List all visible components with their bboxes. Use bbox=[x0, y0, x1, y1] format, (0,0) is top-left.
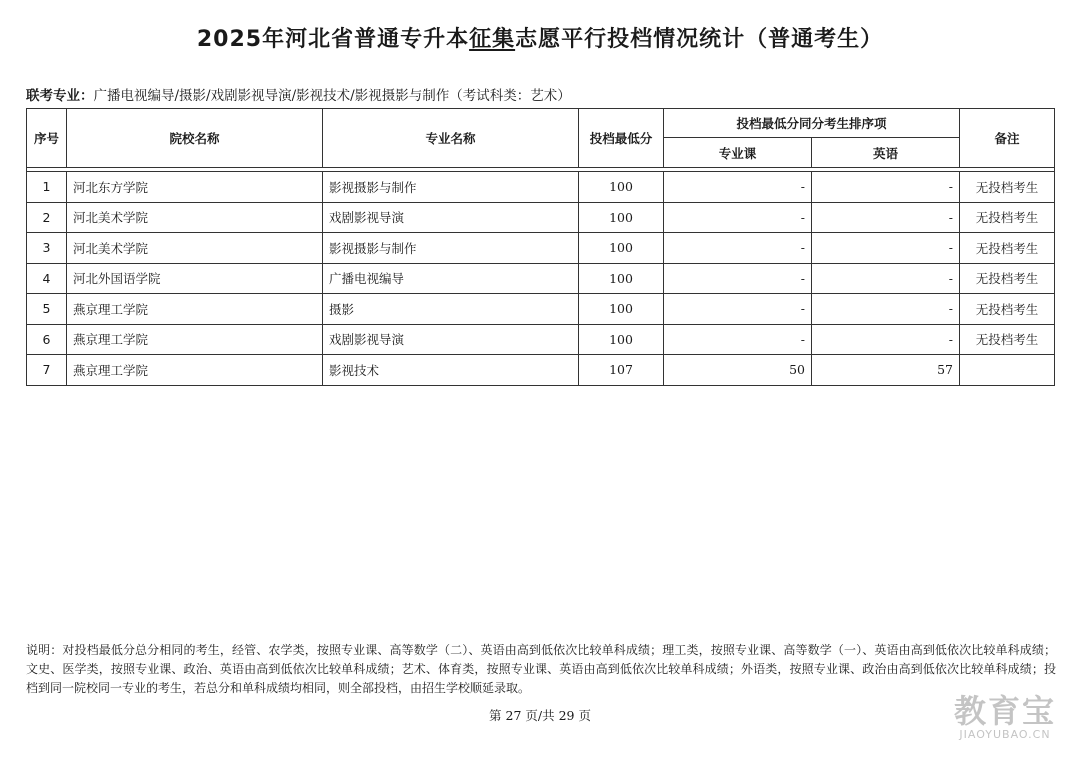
watermark-url: JIAOYUBAO.CN bbox=[959, 728, 1051, 741]
cell-major-course: 50 bbox=[664, 355, 812, 386]
cell-school: 河北东方学院 bbox=[67, 172, 323, 203]
cell-major: 戏剧影视导演 bbox=[323, 324, 579, 355]
subject-value: 广播电视编导/摄影/戏剧影视导演/影视技术/影视摄影与制作（考试科类：艺术） bbox=[93, 88, 571, 104]
cell-english: - bbox=[812, 233, 960, 264]
table-row bbox=[27, 324, 1055, 355]
title-part-1: 2025年河北省普通专升本 bbox=[196, 27, 470, 52]
cell-english: - bbox=[812, 294, 960, 325]
cell-remark: 无投档考生 bbox=[960, 202, 1055, 233]
cell-remark: 无投档考生 bbox=[960, 172, 1055, 203]
cell-min-score: 100 bbox=[579, 294, 664, 325]
cell-school: 河北美术学院 bbox=[67, 202, 323, 233]
cell-english: 57 bbox=[812, 355, 960, 386]
header-english: 英语 bbox=[812, 138, 960, 168]
cell-major-course: - bbox=[664, 324, 812, 355]
cell-seq: 7 bbox=[27, 355, 67, 386]
cell-school: 河北外国语学院 bbox=[67, 263, 323, 294]
table-row bbox=[27, 263, 1055, 294]
cell-seq: 4 bbox=[27, 263, 67, 294]
cell-remark: 无投档考生 bbox=[960, 324, 1055, 355]
cell-seq: 1 bbox=[27, 172, 67, 203]
cell-min-score: 100 bbox=[579, 233, 664, 264]
cell-english: - bbox=[812, 324, 960, 355]
cell-school: 燕京理工学院 bbox=[67, 355, 323, 386]
cell-remark bbox=[960, 355, 1055, 386]
subject-label: 联考专业： bbox=[26, 88, 94, 104]
cell-min-score: 100 bbox=[579, 202, 664, 233]
page-title bbox=[0, 22, 1080, 53]
cell-major-course: - bbox=[664, 172, 812, 203]
cell-major-course: - bbox=[664, 263, 812, 294]
table-row bbox=[27, 172, 1055, 203]
cell-seq: 3 bbox=[27, 233, 67, 264]
cell-seq: 2 bbox=[27, 202, 67, 233]
cell-major: 摄影 bbox=[323, 294, 579, 325]
header-major-course: 专业课 bbox=[664, 138, 812, 168]
cell-min-score: 100 bbox=[579, 324, 664, 355]
table-row bbox=[27, 355, 1055, 386]
page-number: 第 27 页/共 29 页 bbox=[489, 708, 591, 723]
header-tie-group: 投档最低分同分考生排序项 bbox=[664, 109, 960, 138]
watermark-brand: 教育宝 bbox=[953, 692, 1056, 730]
explanation-note: 说明：对投档最低分总分相同的考生，经管、农学类，按照专业课、高等数学（二）、英语由高到低依次比较单科成绩；理工类，按照专业课、高等数学（一）、英语由高到低依次比较单科成绩；文史、医学类，按照专业课、政治、英语由高到低依次比较单科成绩；艺术、体育类，按照专业课、英语由高到低依次比较单科成绩；外语类，按照专业课、政治由高到低依次比较单科成绩；投档到同一院校同一专业的考生，若总分和单科成绩均相同，则全部投档，由招生学校顺延录取。 bbox=[26, 643, 1056, 695]
cell-major: 广播电视编导 bbox=[323, 263, 579, 294]
header-seq: 序号 bbox=[27, 109, 67, 168]
cell-remark: 无投档考生 bbox=[960, 263, 1055, 294]
header-school: 院校名称 bbox=[67, 109, 323, 168]
cell-major: 影视摄影与制作 bbox=[323, 172, 579, 203]
cell-english: - bbox=[812, 172, 960, 203]
table-row bbox=[27, 294, 1055, 325]
cell-min-score: 100 bbox=[579, 263, 664, 294]
cell-school: 燕京理工学院 bbox=[67, 324, 323, 355]
cell-major: 影视摄影与制作 bbox=[323, 233, 579, 264]
cell-min-score: 100 bbox=[579, 172, 664, 203]
cell-major: 影视技术 bbox=[323, 355, 579, 386]
header-major: 专业名称 bbox=[323, 109, 579, 168]
subject-line bbox=[26, 84, 571, 104]
cell-seq: 5 bbox=[27, 294, 67, 325]
cell-major-course: - bbox=[664, 233, 812, 264]
cell-english: - bbox=[812, 202, 960, 233]
header-remark: 备注 bbox=[960, 109, 1055, 168]
table-row bbox=[27, 202, 1055, 233]
cell-major-course: - bbox=[664, 202, 812, 233]
cell-min-score: 107 bbox=[579, 355, 664, 386]
cell-english: - bbox=[812, 263, 960, 294]
cell-school: 燕京理工学院 bbox=[67, 294, 323, 325]
cell-major: 戏剧影视导演 bbox=[323, 202, 579, 233]
cell-remark: 无投档考生 bbox=[960, 233, 1055, 264]
table-row bbox=[27, 233, 1055, 264]
title-part-2: 志愿平行投档情况统计（普通考生） bbox=[515, 27, 884, 52]
title-underlined-part: 征集 bbox=[469, 27, 516, 52]
cell-seq: 6 bbox=[27, 324, 67, 355]
cell-remark: 无投档考生 bbox=[960, 294, 1055, 325]
cell-major-course: - bbox=[664, 294, 812, 325]
header-min-score: 投档最低分 bbox=[579, 109, 664, 168]
admission-table bbox=[26, 108, 1055, 386]
cell-school: 河北美术学院 bbox=[67, 233, 323, 264]
watermark-logo bbox=[954, 694, 1056, 741]
